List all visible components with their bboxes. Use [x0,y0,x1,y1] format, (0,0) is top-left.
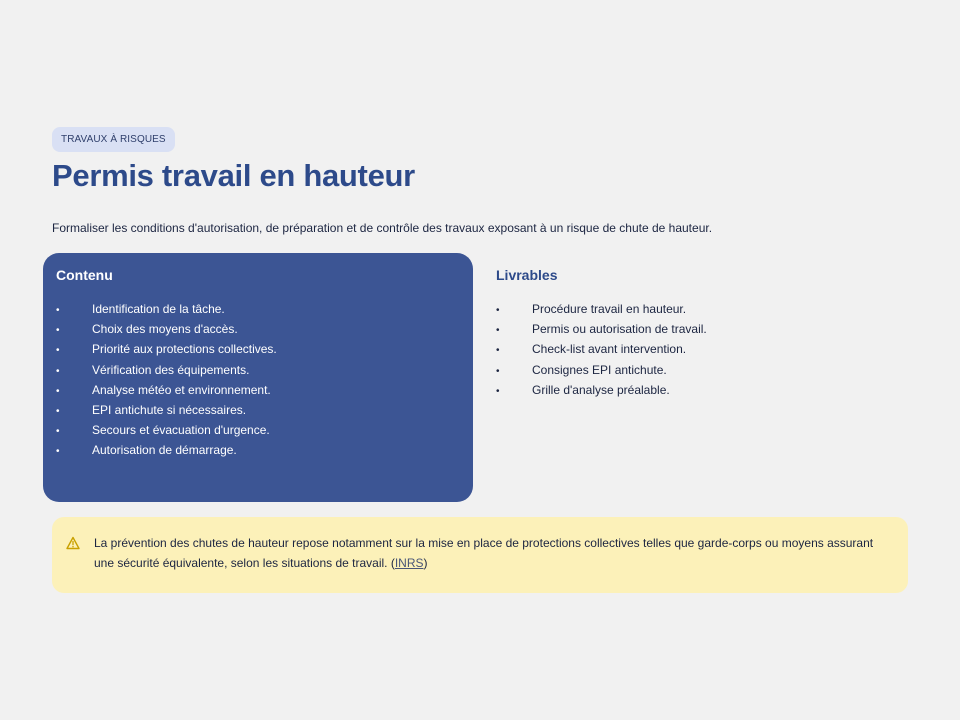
list-item-label: Procédure travail en hauteur. [532,302,687,316]
bullet: • [496,365,500,377]
livrables-title: Livrables [496,267,558,283]
list-item [496,339,707,359]
list-item [496,380,707,400]
contenu-card [43,253,473,502]
bullet: • [496,305,500,316]
list-item-label: Autorisation de démarrage. [92,443,237,458]
list-item [56,339,277,359]
livrables-list [496,299,707,400]
bullet: • [56,345,60,357]
livrables-card [483,253,913,502]
list-item-label: Choix des moyens d'accès. [92,322,238,337]
list-item [56,319,277,339]
bullet: • [496,385,500,397]
list-item-label: Permis ou autorisation de travail. [532,322,707,337]
bullet: • [56,446,60,458]
list-item-label: Identification de la tâche. [92,302,225,316]
list-item [56,440,277,460]
bullet: • [56,305,60,316]
warning-note [52,517,908,593]
note-body: La prévention des chutes de hauteur repose notamment sur la mise en place de protections collectives telles que garde-corps ou moyens assurant une sécurité équivalente, selon les situations de travail. ( [94,536,874,570]
list-item-label: EPI antichute si nécessaires. [92,402,247,417]
list-item-label: Grille d'analyse préalable. [532,382,670,397]
bullet: • [496,345,500,357]
list-item [56,299,277,319]
list-item [496,360,707,380]
list-item-label: Secours et évacuation d'urgence. [92,423,270,438]
contenu-list [56,299,277,461]
bullet: • [56,426,60,438]
category-tag: TRAVAUX À RISQUES [52,127,175,152]
list-item [56,400,277,420]
warning-note-text [94,533,874,573]
list-item [56,420,277,440]
list-item [496,319,707,339]
list-item-label: Analyse météo et environnement. [92,382,271,397]
inrs-link[interactable]: INRS [394,556,424,570]
note-end: ) [423,556,428,570]
page-title: Permis travail en hauteur [52,158,415,193]
list-item-label: Vérification des équipements. [92,362,250,377]
list-item-label: Check-list avant intervention. [532,342,687,357]
list-item-label: Priorité aux protections collectives. [92,342,277,357]
bullet: • [56,405,60,417]
bullet: • [56,385,60,397]
contenu-title: Contenu [56,267,113,283]
bullet: • [56,325,60,337]
list-item [56,380,277,400]
list-item [496,299,707,319]
list-item-label: Consignes EPI antichute. [532,362,667,377]
bullet: • [496,325,500,337]
bullet: • [56,365,60,377]
intro-text: Formaliser les conditions d'autorisation, de préparation et de contrôle des travaux exposant à un risque de chute de hauteur. [52,221,713,235]
list-item [56,360,277,380]
warning-icon [66,536,80,550]
